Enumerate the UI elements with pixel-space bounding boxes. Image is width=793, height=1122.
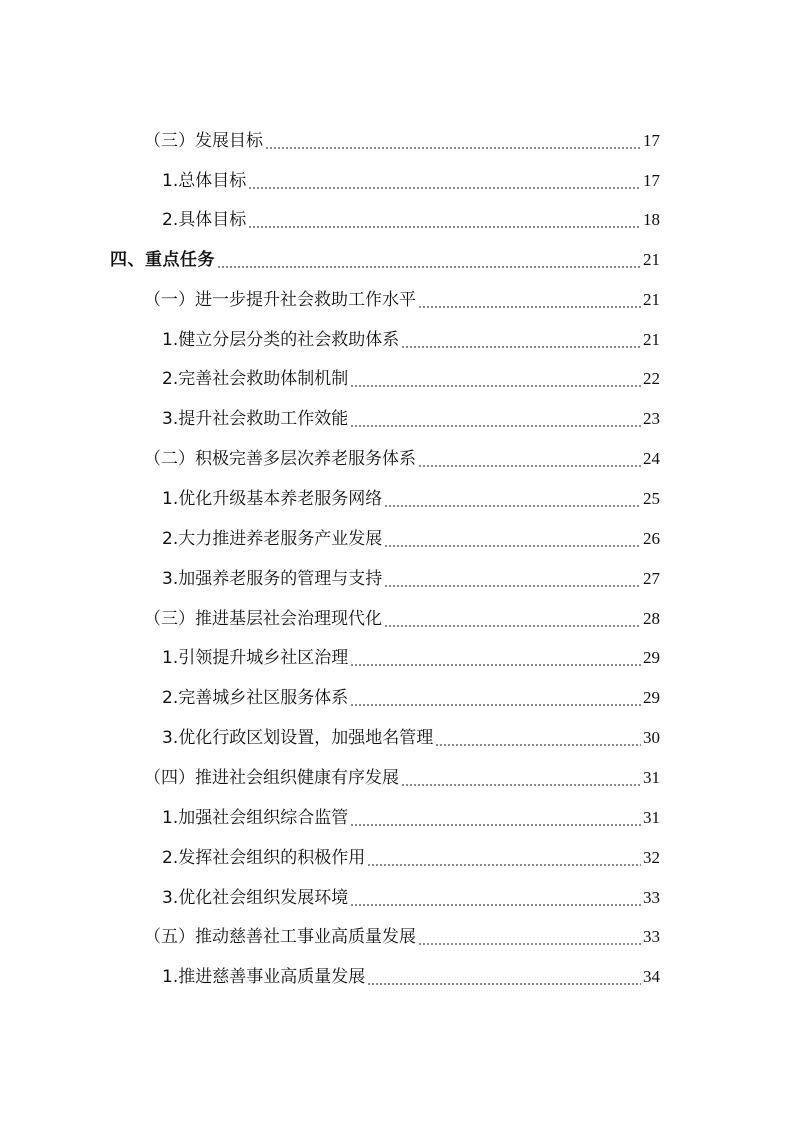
dot-leader bbox=[384, 505, 641, 507]
toc-entry-title: 2.完善社会救助体制机制 bbox=[162, 369, 349, 389]
toc-entry-title: 3.优化行政区划设置，加强地名管理 bbox=[162, 728, 434, 748]
toc-entry-title: （三）推进基层社会治理现代化 bbox=[144, 609, 382, 629]
toc-entry[interactable] bbox=[162, 404, 660, 434]
toc-entry-title: 1.健立分层分类的社会救助体系 bbox=[162, 330, 400, 350]
dot-leader bbox=[350, 904, 641, 906]
toc-page-number: 25 bbox=[643, 489, 660, 508]
toc-page-number: 32 bbox=[643, 848, 660, 867]
dot-leader bbox=[418, 943, 641, 945]
toc-entry[interactable] bbox=[162, 843, 660, 873]
toc-entry[interactable] bbox=[162, 166, 660, 196]
toc-page-number: 21 bbox=[643, 330, 660, 349]
toc-page-number: 28 bbox=[643, 609, 660, 628]
toc-entry-title: （一）进一步提升社会救助工作水平 bbox=[144, 290, 416, 310]
toc-page-number: 27 bbox=[643, 569, 660, 588]
toc-entry[interactable] bbox=[162, 723, 660, 753]
toc-entry[interactable] bbox=[144, 922, 660, 952]
dot-leader bbox=[418, 306, 641, 308]
toc-entry[interactable] bbox=[162, 643, 660, 673]
dot-leader bbox=[350, 824, 641, 826]
toc-page-number: 29 bbox=[643, 688, 660, 707]
dot-leader bbox=[248, 226, 641, 228]
dot-leader bbox=[217, 266, 641, 268]
toc-entry-title: 3.优化社会组织发展环境 bbox=[162, 888, 349, 908]
toc-entry[interactable] bbox=[162, 325, 660, 355]
toc-entry-title: 1.引领提升城乡社区治理 bbox=[162, 648, 349, 668]
toc-entry[interactable] bbox=[162, 564, 660, 594]
toc-page-number: 22 bbox=[643, 369, 660, 388]
dot-leader bbox=[367, 983, 641, 985]
toc-entry[interactable] bbox=[162, 803, 660, 833]
toc-page-number: 34 bbox=[643, 967, 660, 986]
toc-entry[interactable] bbox=[144, 763, 660, 793]
dot-leader bbox=[367, 864, 641, 866]
toc-entry-title: 2.发挥社会组织的积极作用 bbox=[162, 848, 366, 868]
dot-leader bbox=[350, 425, 641, 427]
toc-entry-title: 2.完善城乡社区服务体系 bbox=[162, 688, 349, 708]
toc-entry-title: （五）推动慈善社工事业高质量发展 bbox=[144, 927, 416, 947]
toc-page-number: 21 bbox=[643, 250, 660, 269]
dot-leader bbox=[248, 187, 641, 189]
toc-entry-title: （三）发展目标 bbox=[144, 131, 263, 151]
toc-page-number: 31 bbox=[643, 808, 660, 827]
toc-entry[interactable] bbox=[144, 444, 660, 474]
toc-entry-title: 2.具体目标 bbox=[162, 210, 247, 230]
toc-entry-title: （二）积极完善多层次养老服务体系 bbox=[144, 449, 416, 469]
dot-leader bbox=[384, 585, 641, 587]
toc-page-number: 30 bbox=[643, 728, 660, 747]
toc-entry[interactable] bbox=[144, 604, 660, 634]
toc-page-number: 17 bbox=[643, 131, 660, 150]
toc-entry-title: （四）推进社会组织健康有序发展 bbox=[144, 768, 399, 788]
toc-entry[interactable] bbox=[162, 683, 660, 713]
toc-entry-title: 1.总体目标 bbox=[162, 171, 247, 191]
toc-page-number: 17 bbox=[643, 171, 660, 190]
toc-page-number: 33 bbox=[643, 888, 660, 907]
dot-leader bbox=[384, 545, 641, 547]
toc-entry-title: 四、重点任务 bbox=[110, 250, 215, 270]
dot-leader bbox=[350, 704, 641, 706]
toc-page-number: 29 bbox=[643, 648, 660, 667]
toc-entry-title: 3.提升社会救助工作效能 bbox=[162, 409, 349, 429]
toc-page-number: 33 bbox=[643, 927, 660, 946]
toc-entry[interactable] bbox=[162, 484, 660, 514]
dot-leader bbox=[350, 385, 641, 387]
toc-page-number: 18 bbox=[643, 210, 660, 229]
toc-entry[interactable] bbox=[162, 524, 660, 554]
toc-entry[interactable] bbox=[144, 126, 660, 156]
toc-entry-title: 1.加强社会组织综合监管 bbox=[162, 808, 349, 828]
dot-leader bbox=[384, 625, 641, 627]
dot-leader bbox=[418, 465, 641, 467]
toc-entry-title: 2.大力推进养老服务产业发展 bbox=[162, 529, 383, 549]
toc-page-number: 23 bbox=[643, 409, 660, 428]
toc-page-number: 26 bbox=[643, 529, 660, 548]
toc-entry[interactable] bbox=[144, 285, 660, 315]
toc-page-number: 31 bbox=[643, 768, 660, 787]
toc-entry[interactable] bbox=[162, 205, 660, 235]
dot-leader bbox=[265, 147, 641, 149]
toc-entry[interactable] bbox=[162, 962, 660, 992]
toc-entry-title: 3.加强养老服务的管理与支持 bbox=[162, 569, 383, 589]
toc-entry[interactable] bbox=[162, 364, 660, 394]
toc-entry[interactable] bbox=[110, 245, 660, 275]
dot-leader bbox=[401, 784, 641, 786]
toc-entry-title: 1.推进慈善事业高质量发展 bbox=[162, 967, 366, 987]
toc-page-number: 24 bbox=[643, 449, 660, 468]
toc-entry[interactable] bbox=[162, 883, 660, 913]
toc-page-number: 21 bbox=[643, 290, 660, 309]
dot-leader bbox=[435, 744, 641, 746]
toc-entry-title: 1.优化升级基本养老服务网络 bbox=[162, 489, 383, 509]
dot-leader bbox=[350, 664, 641, 666]
dot-leader bbox=[401, 346, 641, 348]
